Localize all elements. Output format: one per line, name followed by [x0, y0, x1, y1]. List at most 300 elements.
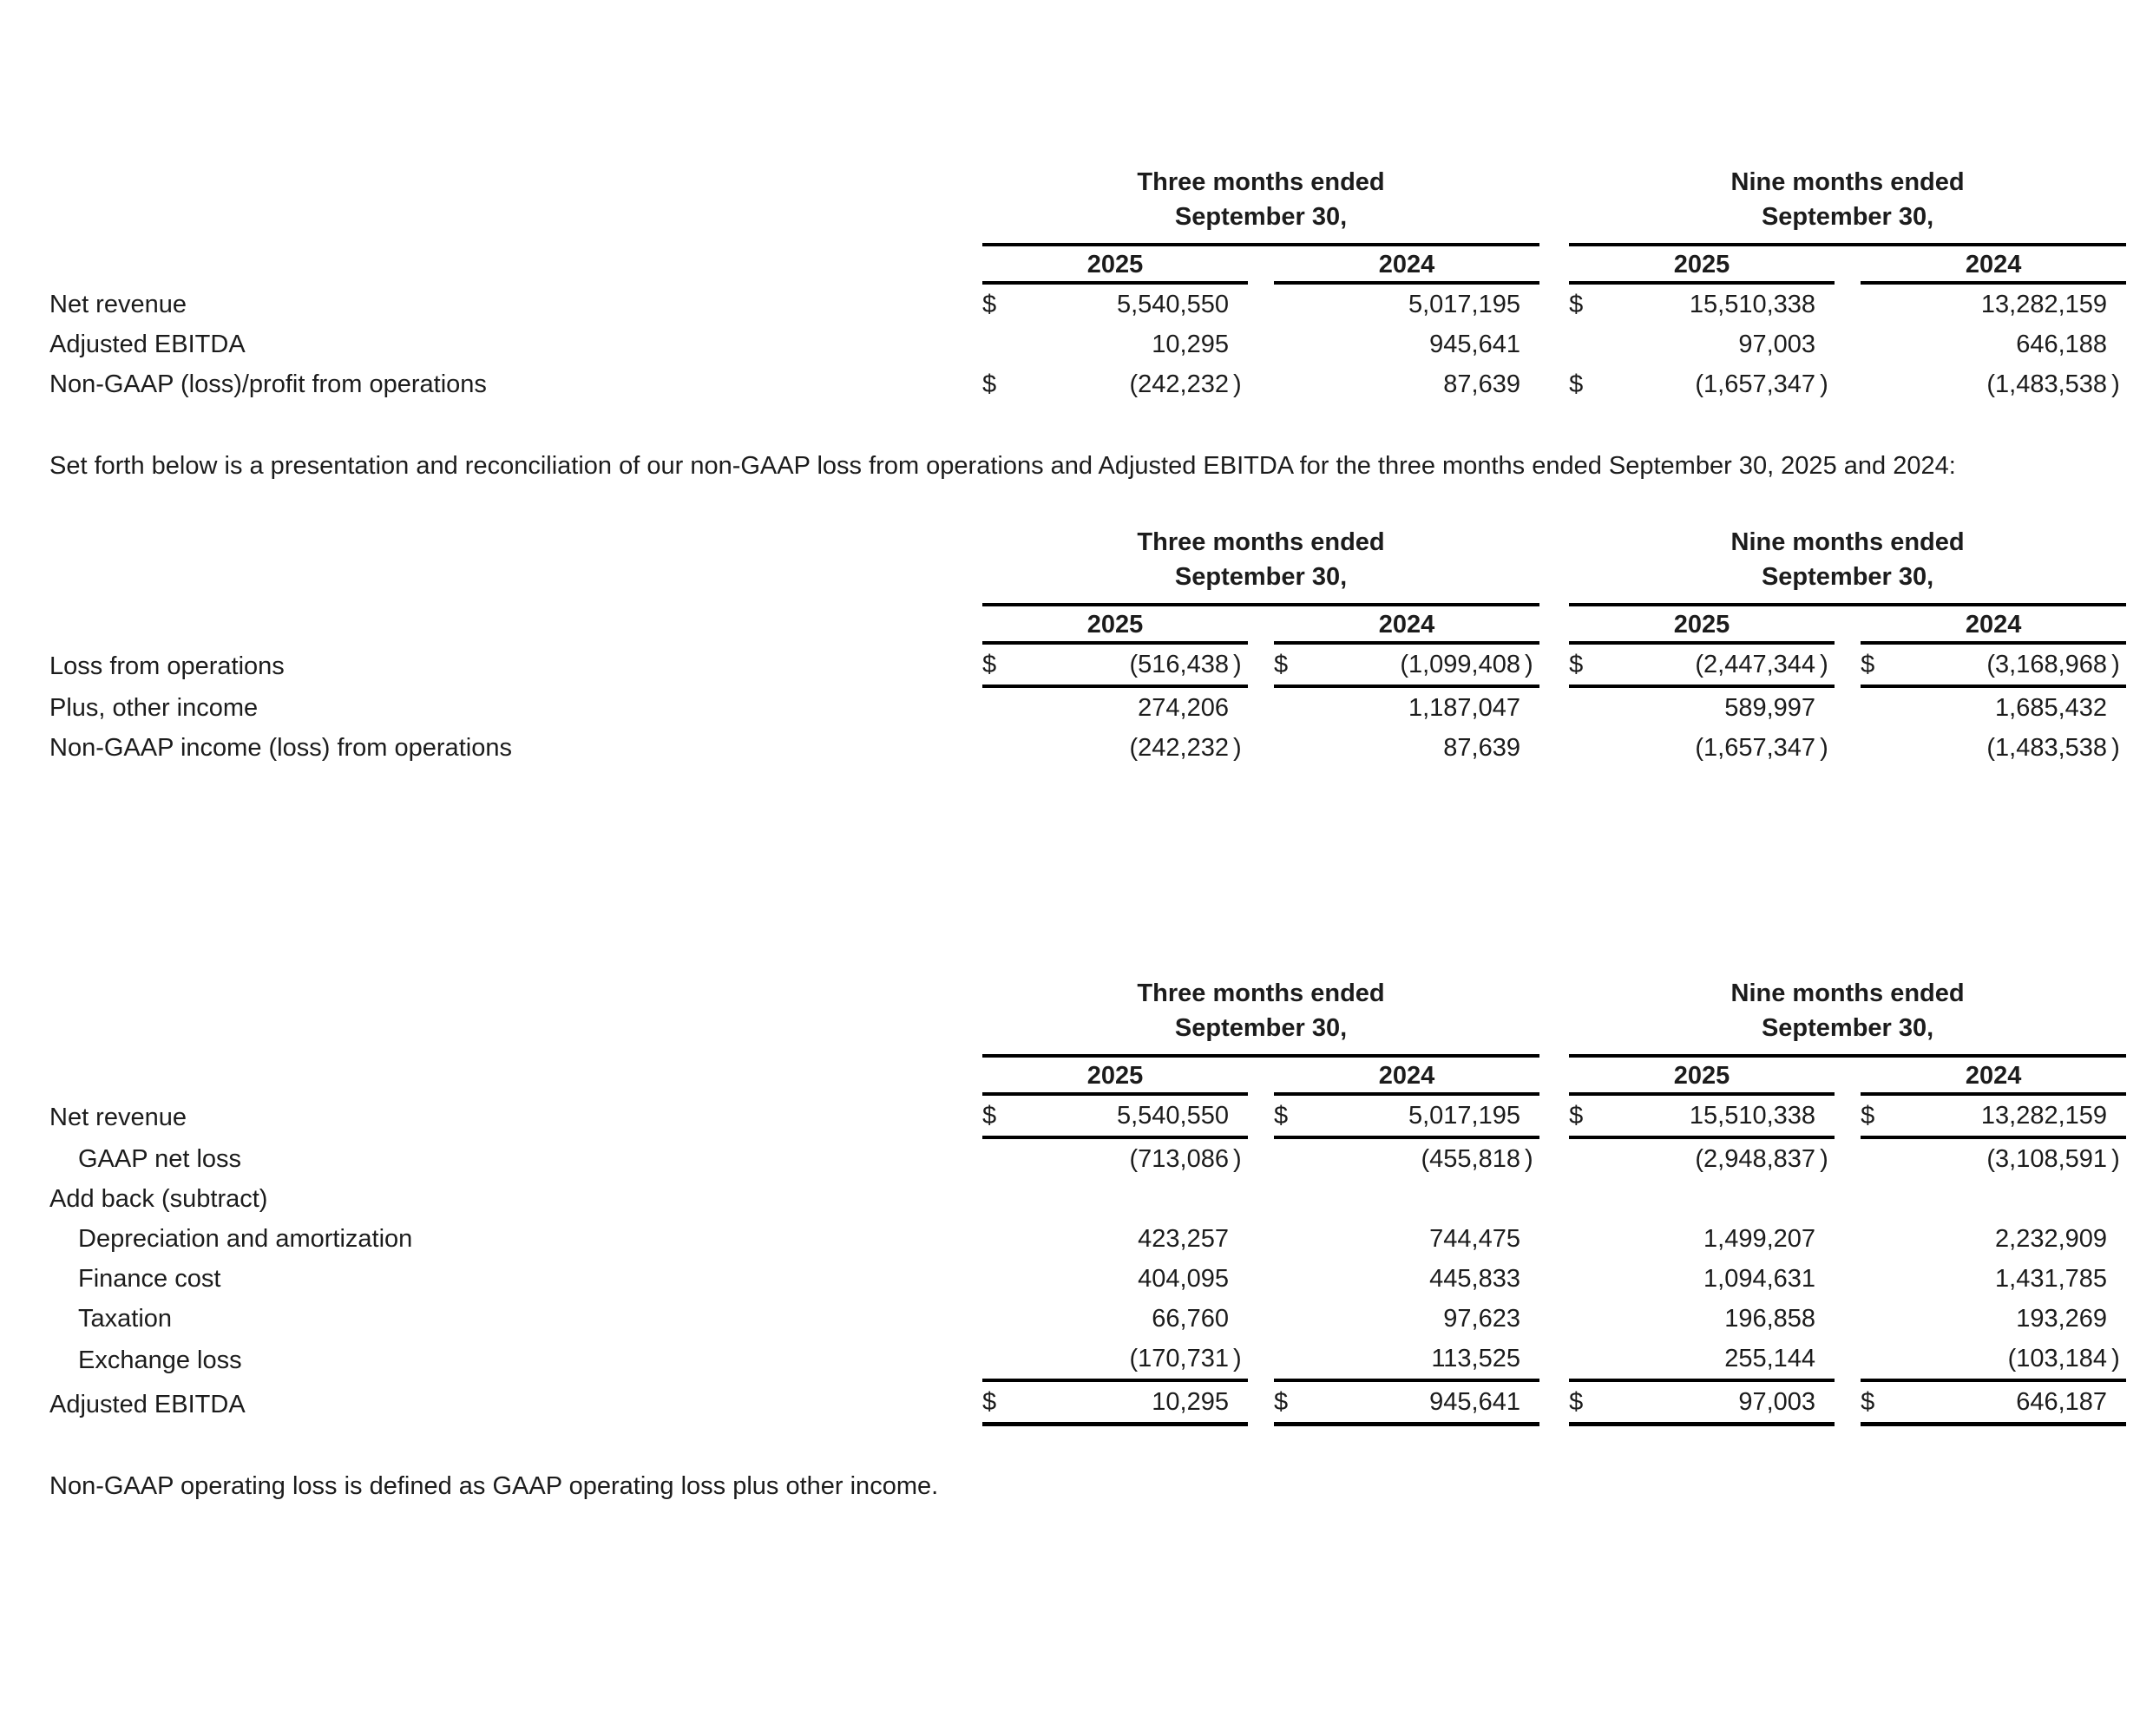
paren-close: [1520, 728, 1539, 768]
table-row: [49, 1380, 2126, 1425]
nine-months-header: [1569, 971, 2126, 1056]
period-date: September 30,: [1761, 563, 1934, 591]
currency-symbol: [982, 1339, 1019, 1380]
non-gaap-summary-table: [49, 160, 2126, 404]
amount-value: [1310, 1179, 1520, 1219]
paren-close: [1229, 1094, 1248, 1137]
section-gap: [1539, 245, 1569, 283]
amount-value: 97,623: [1443, 1305, 1520, 1333]
period-header-row: [49, 160, 2126, 245]
column-gap: [1248, 605, 1274, 643]
paren-close: [1520, 1380, 1539, 1425]
currency-symbol: [1274, 1259, 1310, 1299]
row-label: Exchange loss: [78, 1346, 242, 1374]
paren-close: [1815, 1339, 1835, 1380]
currency-symbol: [1861, 1339, 1897, 1380]
paren-close: [1815, 686, 1835, 728]
paren-close: [1229, 1259, 1248, 1299]
year-2025-header: 2025: [1569, 1056, 1835, 1094]
amount-value: [1897, 1179, 2107, 1219]
amount-value: 589,997: [1724, 694, 1816, 722]
section-gap: [1539, 283, 1569, 324]
year-2024-header: 2024: [1861, 605, 2126, 643]
year-2024-header: 2024: [1274, 605, 1539, 643]
year-header-row: [49, 1056, 2126, 1094]
currency-symbol: $: [1274, 1380, 1310, 1425]
amount-value: (455,818: [1421, 1145, 1520, 1173]
section-gap: [1539, 364, 1569, 404]
paren-close: ): [1229, 643, 1248, 686]
amount-value: 423,257: [1138, 1225, 1229, 1253]
paren-close: [1815, 1179, 1835, 1219]
column-gap: [1248, 1056, 1274, 1094]
period-date: September 30,: [1761, 203, 1934, 231]
currency-symbol: [1861, 1299, 1897, 1339]
period-header-row: [49, 520, 2126, 605]
column-gap: [1835, 245, 1861, 283]
paren-close: [1229, 1380, 1248, 1425]
paren-close: [2107, 1219, 2126, 1259]
amount-value: (1,657,347: [1695, 370, 1816, 398]
amount-value: 2,232,909: [1995, 1225, 2108, 1253]
column-gap: [1835, 1219, 1861, 1259]
currency-symbol: [1274, 364, 1310, 404]
paren-close: ): [2111, 370, 2120, 398]
row-label: Loss from operations: [49, 652, 285, 680]
paren-close: ): [1520, 643, 1539, 686]
amount-value: 15,510,338: [1605, 1094, 1815, 1137]
table-row: [49, 643, 2126, 686]
currency-symbol: [1569, 728, 1605, 768]
paren-close: [1520, 283, 1539, 324]
amount-value: 15,510,338: [1689, 291, 1816, 318]
paren-close: [1815, 1299, 1835, 1339]
currency-symbol: [1274, 1179, 1310, 1219]
amount-value: 87,639: [1443, 734, 1520, 762]
reconciliation-intro-paragraph: Set forth below is a presentation and reconciliation of our non-GAAP loss from operations and Adjusted EBITDA for the three months ended September 30, 2025 and 2024:: [49, 452, 1956, 480]
amount-value: (242,232: [1129, 370, 1229, 398]
year-2024-header: 2024: [1274, 1056, 1539, 1094]
column-gap: [1248, 1219, 1274, 1259]
currency-symbol: $: [982, 643, 1019, 686]
currency-symbol: [1861, 1219, 1897, 1259]
amount-value: 646,188: [2016, 331, 2108, 358]
paren-close: [2107, 283, 2126, 324]
paren-close: [1815, 1219, 1835, 1259]
amount-value: (2,447,344: [1605, 643, 1815, 686]
section-gap: [1539, 1056, 1569, 1094]
currency-symbol: [982, 1219, 1019, 1259]
column-gap: [1835, 1056, 1861, 1094]
column-gap: [1248, 1259, 1274, 1299]
amount-value: (103,184: [1897, 1339, 2107, 1380]
column-gap: [1835, 1259, 1861, 1299]
paren-close: [1815, 283, 1835, 324]
section-gap: [1539, 1179, 1569, 1219]
currency-symbol: [1861, 686, 1897, 728]
table-row: [49, 1179, 2126, 1219]
currency-symbol: [1569, 1339, 1605, 1380]
currency-symbol: $: [982, 1380, 1019, 1425]
paren-close: [1229, 686, 1248, 728]
column-gap: [1835, 1299, 1861, 1339]
row-label: GAAP net loss: [78, 1145, 242, 1173]
ebitda-reconciliation-table: [49, 971, 2126, 1426]
table-row: [49, 1299, 2126, 1339]
paren-close: ): [1233, 370, 1242, 398]
currency-symbol: [1274, 728, 1310, 768]
column-gap: [1248, 686, 1274, 728]
currency-symbol: [982, 1259, 1019, 1299]
paren-close: ): [2107, 643, 2126, 686]
currency-symbol: [982, 1299, 1019, 1339]
column-gap: [1835, 1380, 1861, 1425]
currency-symbol: $: [1861, 643, 1897, 686]
currency-symbol: $: [1274, 1094, 1310, 1137]
paren-close: [1520, 1219, 1539, 1259]
amount-value: 1,094,631: [1703, 1265, 1816, 1293]
table-row: [49, 324, 2126, 364]
amount-value: (516,438: [1019, 643, 1229, 686]
amount-value: 10,295: [1019, 1380, 1229, 1425]
amount-value: (3,108,591: [1986, 1145, 2108, 1173]
three-months-header: [982, 971, 1539, 1056]
paren-close: [1520, 1339, 1539, 1380]
currency-symbol: $: [982, 1094, 1019, 1137]
column-gap: [1248, 1299, 1274, 1339]
section-gap: [1539, 1259, 1569, 1299]
header-spacer: [49, 520, 982, 605]
currency-symbol: [1861, 324, 1897, 364]
row-label: Add back (subtract): [49, 1185, 268, 1213]
column-gap: [1248, 283, 1274, 324]
amount-value: 13,282,159: [1980, 291, 2108, 318]
section-gap: [1539, 1094, 1569, 1137]
period-date: September 30,: [1174, 203, 1348, 231]
section-gap: [1539, 520, 1569, 605]
amount-value: 945,641: [1429, 331, 1520, 358]
row-label: Depreciation and amortization: [78, 1225, 413, 1253]
header-spacer: [49, 971, 982, 1056]
amount-value: 445,833: [1429, 1265, 1520, 1293]
currency-symbol: [1861, 728, 1897, 768]
currency-symbol: [1274, 1339, 1310, 1380]
amount-value: 1,187,047: [1408, 694, 1520, 722]
table-row: [49, 1137, 2126, 1179]
table-row: [49, 364, 2126, 404]
period-label: Nine months ended: [1730, 168, 1965, 196]
paren-close: [1815, 1259, 1835, 1299]
table-row: [49, 686, 2126, 728]
column-gap: [1248, 1380, 1274, 1425]
section-gap: [1539, 643, 1569, 686]
section-gap: [1539, 324, 1569, 364]
header-spacer: [49, 1056, 982, 1094]
column-gap: [1835, 324, 1861, 364]
period-date: September 30,: [1174, 563, 1348, 591]
currency-symbol: [1569, 1179, 1605, 1219]
paren-close: [1520, 324, 1539, 364]
currency-symbol: [1861, 1179, 1897, 1219]
ebitda-reconciliation-section: [49, 971, 2153, 1426]
amount-value: 274,206: [1138, 694, 1229, 722]
column-gap: [1835, 364, 1861, 404]
header-spacer: [49, 160, 982, 245]
column-gap: [1248, 643, 1274, 686]
section-gap: [1539, 605, 1569, 643]
currency-symbol: $: [1861, 1380, 1897, 1425]
column-gap: [1835, 1137, 1861, 1179]
currency-symbol: [1274, 1299, 1310, 1339]
period-date: September 30,: [1174, 1014, 1348, 1042]
row-label: Net revenue: [49, 1104, 187, 1131]
column-gap: [1248, 1094, 1274, 1137]
currency-symbol: [982, 686, 1019, 728]
amount-value: 87,639: [1443, 370, 1520, 398]
amount-value: (2,948,837: [1695, 1145, 1816, 1173]
currency-symbol: [982, 1179, 1019, 1219]
currency-symbol: $: [982, 370, 997, 398]
column-gap: [1248, 1179, 1274, 1219]
paren-close: [1229, 324, 1248, 364]
section-gap: [1539, 971, 1569, 1056]
header-spacer: [49, 245, 982, 283]
year-2025-header: 2025: [1569, 605, 1835, 643]
currency-symbol: [1569, 1137, 1605, 1179]
currency-symbol: $: [1569, 1380, 1605, 1425]
period-label: Three months ended: [1137, 168, 1385, 196]
paren-close: [1520, 1179, 1539, 1219]
paren-close: ): [1229, 1339, 1248, 1380]
amount-value: 1,431,785: [1995, 1265, 2108, 1293]
paren-close: [2107, 1380, 2126, 1425]
nine-months-header: [1569, 520, 2126, 605]
amount-value: 10,295: [1152, 331, 1229, 358]
currency-symbol: [982, 324, 1019, 364]
section-gap: [1539, 686, 1569, 728]
column-gap: [1248, 324, 1274, 364]
column-gap: [1248, 1137, 1274, 1179]
amount-value: 945,641: [1310, 1380, 1520, 1425]
amount-value: [1605, 1179, 1815, 1219]
currency-symbol: $: [1569, 1094, 1605, 1137]
currency-symbol: [1861, 364, 1897, 404]
column-gap: [1835, 643, 1861, 686]
paren-close: ): [1820, 1145, 1828, 1173]
amount-value: 646,187: [1897, 1380, 2107, 1425]
table-row: [49, 1339, 2126, 1380]
currency-symbol: [1569, 686, 1605, 728]
currency-symbol: [1274, 1137, 1310, 1179]
currency-symbol: [1569, 324, 1605, 364]
paren-close: ): [2111, 734, 2120, 762]
paren-close: [1815, 1094, 1835, 1137]
amount-value: 113,525: [1310, 1339, 1520, 1380]
table-row: [49, 728, 2126, 768]
paren-close: [1229, 1299, 1248, 1339]
column-gap: [1835, 686, 1861, 728]
section-gap: [1539, 1219, 1569, 1259]
loss-reconciliation-table: [49, 520, 2126, 768]
paren-close: [1229, 1219, 1248, 1259]
paren-close: ): [1233, 1145, 1242, 1173]
currency-symbol: [982, 728, 1019, 768]
paren-close: ): [1233, 734, 1242, 762]
amount-value: 1,499,207: [1703, 1225, 1816, 1253]
amount-value: (713,086: [1129, 1145, 1229, 1173]
currency-symbol: $: [1569, 370, 1584, 398]
paren-close: [1520, 1299, 1539, 1339]
column-gap: [1835, 1179, 1861, 1219]
currency-symbol: [1861, 1259, 1897, 1299]
paren-close: [2107, 1179, 2126, 1219]
paren-close: [1815, 324, 1835, 364]
currency-symbol: [1569, 1299, 1605, 1339]
paren-close: ): [1525, 1145, 1533, 1173]
year-header-row: [49, 605, 2126, 643]
year-2025-header: 2025: [1569, 245, 1835, 283]
amount-value: 193,269: [2016, 1305, 2108, 1333]
row-label: Non-GAAP income (loss) from operations: [49, 734, 512, 762]
currency-symbol: [1274, 283, 1310, 324]
paren-close: [1520, 1259, 1539, 1299]
column-gap: [1248, 1339, 1274, 1380]
currency-symbol: $: [1569, 643, 1605, 686]
amount-value: (3,168,968: [1897, 643, 2107, 686]
row-label: Net revenue: [49, 291, 187, 318]
amount-value: 1,685,432: [1995, 694, 2108, 722]
column-gap: [1835, 1339, 1861, 1380]
non-gaap-summary-section: [49, 160, 2153, 404]
column-gap: [1835, 728, 1861, 768]
column-gap: [1835, 1094, 1861, 1137]
row-label: Finance cost: [78, 1265, 221, 1293]
paren-close: ): [1820, 370, 1828, 398]
paren-close: [2107, 324, 2126, 364]
amount-value: 196,858: [1724, 1305, 1816, 1333]
currency-symbol: [1274, 1219, 1310, 1259]
section-gap: [1539, 1299, 1569, 1339]
amount-value: 5,017,195: [1310, 1094, 1520, 1137]
section-gap: [1539, 728, 1569, 768]
column-gap: [1248, 364, 1274, 404]
column-gap: [1248, 245, 1274, 283]
currency-symbol: $: [1569, 291, 1584, 318]
currency-symbol: [1274, 324, 1310, 364]
currency-symbol: [982, 1137, 1019, 1179]
nine-months-header: [1569, 160, 2126, 245]
row-label: Plus, other income: [49, 694, 259, 722]
amount-value: 97,003: [1605, 1380, 1815, 1425]
currency-symbol: [1861, 1137, 1897, 1179]
year-2024-header: 2024: [1274, 245, 1539, 283]
currency-symbol: [1569, 1259, 1605, 1299]
amount-value: 5,017,195: [1408, 291, 1520, 318]
paren-close: ): [2111, 1145, 2120, 1173]
paren-close: [1229, 283, 1248, 324]
year-2025-header: 2025: [982, 605, 1248, 643]
currency-symbol: $: [1274, 643, 1310, 686]
amount-value: 404,095: [1138, 1265, 1229, 1293]
amount-value: [1019, 1179, 1229, 1219]
table-row: [49, 1094, 2126, 1137]
year-header-row: [49, 245, 2126, 283]
table-row: [49, 1259, 2126, 1299]
currency-symbol: $: [1861, 1094, 1897, 1137]
amount-value: 97,003: [1738, 331, 1816, 358]
paren-close: ): [1820, 734, 1828, 762]
amount-value: (1,657,347: [1695, 734, 1816, 762]
year-2025-header: 2025: [982, 1056, 1248, 1094]
currency-symbol: [1569, 1219, 1605, 1259]
paren-close: [2107, 686, 2126, 728]
paren-close: [2107, 1299, 2126, 1339]
period-label: Nine months ended: [1730, 979, 1965, 1007]
currency-symbol: [1861, 283, 1897, 324]
year-2024-header: 2024: [1861, 1056, 2126, 1094]
amount-value: (1,483,538: [1986, 734, 2108, 762]
paren-close: [1229, 1179, 1248, 1219]
section-gap: [1539, 160, 1569, 245]
amount-value: (1,099,408: [1310, 643, 1520, 686]
year-2024-header: 2024: [1861, 245, 2126, 283]
three-months-header: [982, 160, 1539, 245]
row-label: Adjusted EBITDA: [49, 1390, 246, 1418]
section-gap: [1539, 1137, 1569, 1179]
row-label: Adjusted EBITDA: [49, 331, 246, 358]
paren-close: [1520, 1094, 1539, 1137]
non-gaap-definition-note: Non-GAAP operating loss is defined as GAAP operating loss plus other income.: [49, 1472, 939, 1500]
section-gap: [1539, 1380, 1569, 1425]
row-label: Non-GAAP (loss)/profit from operations: [49, 370, 487, 398]
amount-value: (1,483,538: [1986, 370, 2108, 398]
table-row: [49, 283, 2126, 324]
period-label: Three months ended: [1137, 528, 1385, 556]
amount-value: (242,232: [1129, 734, 1229, 762]
paren-close: [1520, 364, 1539, 404]
amount-value: 5,540,550: [1116, 291, 1229, 318]
paren-close: ): [2107, 1339, 2126, 1380]
three-months-header: [982, 520, 1539, 605]
period-header-row: [49, 971, 2126, 1056]
loss-reconciliation-section: [49, 520, 2153, 768]
paren-close: [1520, 686, 1539, 728]
period-date: September 30,: [1761, 1014, 1934, 1042]
column-gap: [1835, 605, 1861, 643]
table-row: [49, 1219, 2126, 1259]
amount-value: 66,760: [1152, 1305, 1229, 1333]
amount-value: (170,731: [1019, 1339, 1229, 1380]
amount-value: 255,144: [1605, 1339, 1815, 1380]
section-gap: [1539, 1339, 1569, 1380]
year-2025-header: 2025: [982, 245, 1248, 283]
paren-close: [2107, 1259, 2126, 1299]
paren-close: ): [1815, 643, 1835, 686]
header-spacer: [49, 605, 982, 643]
currency-symbol: [1274, 686, 1310, 728]
paren-close: [1815, 1380, 1835, 1425]
paren-close: [2107, 1094, 2126, 1137]
column-gap: [1248, 728, 1274, 768]
amount-value: 5,540,550: [1019, 1094, 1229, 1137]
amount-value: 744,475: [1429, 1225, 1520, 1253]
currency-symbol: $: [982, 291, 997, 318]
row-label: Taxation: [78, 1305, 173, 1333]
period-label: Nine months ended: [1730, 528, 1965, 556]
amount-value: 13,282,159: [1897, 1094, 2107, 1137]
column-gap: [1835, 283, 1861, 324]
period-label: Three months ended: [1137, 979, 1385, 1007]
